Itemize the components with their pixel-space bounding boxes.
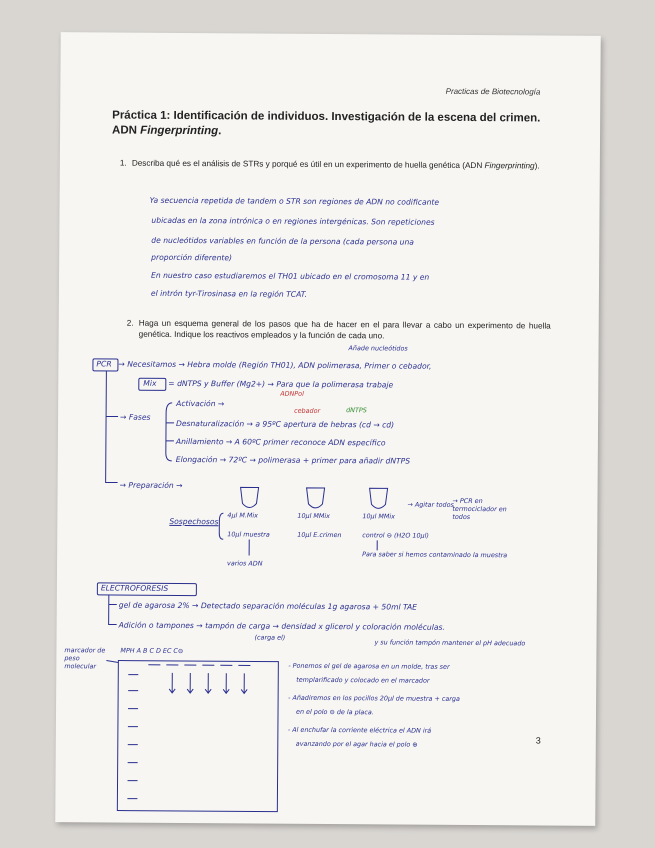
phase-annealing: Anillamiento → A 60ºC primer reconoce ADN específico bbox=[175, 436, 386, 448]
step-1b: templarificado y colocado en el marcador bbox=[296, 675, 430, 685]
preparation-label: → Preparación → bbox=[119, 480, 183, 490]
title-prefix: ADN bbox=[112, 124, 141, 137]
tube2-a: 10µl MMix bbox=[297, 511, 331, 521]
addition-line: Adición o tampones → tampón de carga → densidad x glicerol y coloración moléculas. bbox=[118, 620, 445, 632]
scheme-drawings bbox=[55, 32, 601, 826]
gel-lanes: MPH A B C D EC C⊖ bbox=[120, 646, 184, 655]
fases-label: → Fases bbox=[120, 412, 151, 422]
tube1-b: 10µl muestra bbox=[227, 530, 270, 539]
note-add-nucleotides: Añade nucleótidos bbox=[348, 344, 408, 353]
load-buffer-note: (carga el) bbox=[254, 633, 286, 642]
tube-3-icon bbox=[369, 488, 387, 508]
gel-box bbox=[117, 661, 278, 812]
step-2: - Añadiremos en los pocillos 20µl de muestra + carga bbox=[288, 693, 460, 703]
tube2-b: 10µl E.crimen bbox=[297, 530, 342, 540]
pcr-label: PCR bbox=[96, 359, 112, 369]
question-1-italic: Fingerprinting bbox=[484, 161, 535, 171]
agitar-label: → Agitar todos bbox=[407, 500, 454, 509]
question-2-number: 2. bbox=[126, 318, 134, 328]
red-label-adnpol: ADNPol bbox=[280, 389, 304, 398]
suspects-label: Sospechosos bbox=[169, 516, 219, 527]
pcr-branch-line bbox=[106, 370, 119, 482]
phase-elongation: Elongación → 72ºC → polimerasa + primer para añadir dNTPS bbox=[175, 454, 411, 466]
question-2-text: Haga un esquema general de los pasos que ha de hacer en el para llevar a cabo un experimento de huella genética. Indique los reactivos empleados y la función de cada uno. bbox=[138, 318, 551, 341]
green-label-dntps: dNTPS bbox=[346, 406, 367, 415]
title-italic: Fingerprinting bbox=[140, 124, 219, 138]
tube-1-icon bbox=[240, 487, 258, 507]
document-page bbox=[55, 32, 601, 826]
gel-line: gel de agarosa 2% → Detectado separación moléculas 1g agarosa + 50ml TAE bbox=[118, 600, 417, 612]
marker-label: marcador de peso molecular bbox=[64, 646, 106, 671]
ladder-bands bbox=[127, 675, 138, 799]
answer-1-line-1: Ya secuencia repetida de tandem o STR son regiones de ADN no codificante bbox=[149, 195, 440, 207]
step-3: - Al enchufar la corriente eléctrica el ADN irá bbox=[287, 725, 432, 735]
question-1-number: 1. bbox=[119, 158, 127, 168]
electrophoresis-label: ELECTROFORESIS bbox=[100, 583, 169, 593]
tube3-b: control ⊖ (H2O 10µl) bbox=[362, 531, 429, 540]
page-number: 3 bbox=[535, 735, 541, 746]
phases-bracket bbox=[166, 403, 172, 461]
pcr-thermocycler-label: → PCR en termociclador en todos bbox=[452, 496, 507, 521]
answer-1-line-3: de nucleótidos variables en función de la persona (cada persona una bbox=[151, 235, 414, 247]
page-header: Practicas de Biotecnología bbox=[445, 86, 541, 97]
question-1-text: Describa qué es el análisis de STRs y porqué es útil en un experimento de huella genética (ADN bbox=[131, 158, 483, 171]
step-1: - Ponemos el gel de agarosa en un molde, tras ser bbox=[288, 661, 450, 671]
answer-1-line-4: proporción diferente) bbox=[151, 252, 233, 263]
answer-1-line-6: el intrón tyr-Tirosinasa en la región TCAT. bbox=[150, 288, 307, 299]
step-3b: avanzando por el agar hacia el polo ⊕ bbox=[295, 739, 418, 749]
answer-1-line-5: En nuestro caso estudiaremos el TH01 ubicado en el cromosoma 11 y en bbox=[151, 270, 430, 282]
title-suffix: . bbox=[218, 125, 222, 138]
mix-label: Mix bbox=[143, 378, 157, 388]
buffer-function-note: y su función tampón mantener el pH adecuado bbox=[374, 638, 526, 648]
gel-wells bbox=[148, 665, 250, 666]
mix-line: = dNTPS y Buffer (Mg2+) → Para que la polimerasa trabaje bbox=[168, 378, 394, 390]
pcr-line: → Necesitamos → Hebra molde (Región TH01), ADN polimerasa, Primer o cebador, bbox=[118, 359, 432, 371]
title-line-1: Práctica 1: Identificación de individuos. Investigación de la escena del crimen. bbox=[112, 109, 541, 125]
phase-activation: Activación → bbox=[176, 398, 225, 409]
step-2b: en el polo ⊖ de la placa. bbox=[295, 707, 374, 717]
tube1-a: 4µl M.Mix bbox=[227, 511, 258, 520]
red-label-cebador: cebador bbox=[294, 406, 321, 415]
contamination-note: Para saber si hemos contaminado la muestra bbox=[362, 550, 508, 560]
migration-arrows bbox=[169, 673, 247, 694]
electro-branch-line bbox=[109, 594, 117, 624]
tube3-a: 10µl MMix bbox=[362, 512, 396, 521]
phase-denaturation: Desnaturalización → a 95ºC apertura de hebras (cd → cd) bbox=[176, 418, 395, 430]
tube-2-icon bbox=[306, 488, 324, 508]
question-1-end: ). bbox=[534, 161, 540, 171]
answer-1-line-2: ubicadas en la zona intrónica o en regiones intergénicas. Son repeticiones bbox=[151, 215, 435, 227]
various-dna-label: varios ADN bbox=[227, 559, 263, 568]
